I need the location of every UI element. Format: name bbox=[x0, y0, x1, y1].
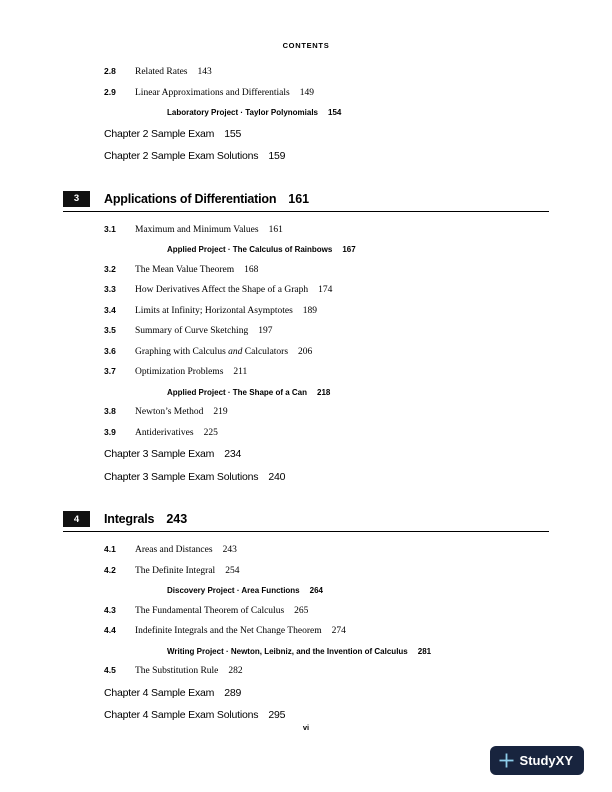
exam-title: Chapter 2 Sample Exam Solutions bbox=[104, 150, 259, 162]
section-number: 2.9 bbox=[104, 86, 116, 97]
section-number: 4.1 bbox=[104, 544, 116, 554]
page-number: 264 bbox=[309, 586, 323, 595]
toc-project-row bbox=[63, 103, 549, 123]
project-title: Writing Project · Newton, Leibniz, and the Invention of Calculus bbox=[167, 646, 408, 656]
toc-section-row bbox=[63, 260, 549, 281]
project-title: Applied Project · The Shape of a Can bbox=[167, 387, 308, 397]
project-title: Discovery Project · Area Functions bbox=[167, 586, 300, 595]
exam-title: Chapter 4 Sample Exam Solutions bbox=[104, 709, 259, 721]
section-title: The Substitution Rule bbox=[135, 666, 219, 676]
page-number: 189 bbox=[302, 305, 318, 316]
section-title: Optimization Problems bbox=[135, 367, 224, 377]
section-number: 3.2 bbox=[104, 263, 116, 274]
chapter-number-box: 4 bbox=[63, 511, 90, 527]
toc-exam-row bbox=[63, 444, 549, 466]
section-title-part: Calculators bbox=[242, 346, 289, 357]
section-number: 4.2 bbox=[104, 564, 116, 575]
plus-icon bbox=[499, 753, 514, 768]
toc-section-row bbox=[63, 601, 549, 622]
section-title: Limits at Infinity; Horizontal Asymptotes bbox=[135, 305, 293, 316]
toc-exam-row bbox=[63, 124, 549, 146]
section-number: 3.6 bbox=[104, 345, 116, 356]
toc-section-row bbox=[63, 561, 549, 582]
page-number: 155 bbox=[224, 127, 242, 140]
page-number: 281 bbox=[417, 646, 432, 656]
page-number: 174 bbox=[318, 285, 333, 295]
toc-exam-row bbox=[63, 146, 549, 168]
section-title: Areas and Distances bbox=[135, 545, 213, 555]
page-number: 197 bbox=[258, 326, 273, 336]
toc-section-row bbox=[63, 220, 549, 241]
toc-chapter-heading bbox=[63, 191, 549, 212]
chapter-title: Integrals bbox=[104, 512, 155, 526]
section-number: 3.5 bbox=[104, 325, 116, 335]
section-title: Antiderivatives bbox=[135, 427, 194, 438]
chapter-number-box: 3 bbox=[63, 191, 90, 207]
section-title: The Definite Integral bbox=[135, 565, 216, 576]
exam-title: Chapter 4 Sample Exam bbox=[104, 686, 215, 699]
section-title: Related Rates bbox=[135, 67, 188, 77]
section-number: 3.8 bbox=[104, 406, 116, 416]
page-number: 219 bbox=[213, 407, 228, 417]
toc-section-row bbox=[63, 402, 549, 423]
toc-section-row bbox=[63, 62, 549, 83]
section-number: 3.9 bbox=[104, 426, 116, 437]
exam-title: Chapter 3 Sample Exam Solutions bbox=[104, 470, 259, 483]
section-number: 4.3 bbox=[104, 604, 116, 615]
page-number: 295 bbox=[268, 709, 286, 721]
page-number: 161 bbox=[268, 224, 283, 235]
page-number: 274 bbox=[331, 626, 346, 636]
page-number: 149 bbox=[299, 87, 314, 98]
toc-section-row bbox=[63, 661, 549, 682]
toc-project-row bbox=[63, 581, 549, 601]
toc-section-row bbox=[63, 83, 549, 104]
page-number: 282 bbox=[228, 666, 243, 676]
section-title: Linear Approximations and Differentials bbox=[135, 87, 290, 98]
toc-section-row bbox=[63, 540, 549, 561]
section-number: 3.3 bbox=[104, 284, 116, 294]
toc-project-row bbox=[63, 642, 549, 662]
section-title: Indefinite Integrals and the Net Change Theorem bbox=[135, 626, 322, 636]
page-number: 167 bbox=[342, 245, 356, 254]
chapter-rule bbox=[63, 211, 549, 212]
toc-project-row bbox=[63, 240, 549, 260]
page-number: 143 bbox=[197, 67, 212, 77]
page-number: 234 bbox=[224, 448, 242, 460]
section-number: 4.4 bbox=[104, 625, 116, 635]
page-number: 243 bbox=[166, 512, 188, 526]
page-number: 265 bbox=[294, 605, 309, 616]
toc-exam-row bbox=[63, 467, 549, 489]
page-number: 161 bbox=[288, 191, 310, 206]
section-number: 2.8 bbox=[104, 66, 116, 76]
toc-section-row bbox=[63, 321, 549, 342]
page-number: 206 bbox=[298, 346, 313, 357]
chapter-title: Applications of Differentiation bbox=[104, 191, 277, 206]
page-number: 289 bbox=[224, 686, 242, 699]
brand-badge bbox=[490, 746, 584, 775]
section-number: 3.4 bbox=[104, 304, 116, 315]
page-number: vi bbox=[302, 723, 310, 732]
section-title-italic-part: and bbox=[228, 346, 243, 357]
toc-exam-row bbox=[63, 683, 549, 705]
section-title: The Fundamental Theorem of Calculus bbox=[135, 605, 285, 616]
project-title: Laboratory Project · Taylor Polynomials bbox=[167, 108, 318, 117]
section-title-part: Graphing with Calculus bbox=[135, 346, 229, 357]
toc-section-row bbox=[63, 362, 549, 383]
page-title: CONTENTS bbox=[282, 41, 330, 50]
page-number: 168 bbox=[244, 264, 259, 275]
chapter-heading-line bbox=[63, 511, 549, 527]
section-title: Summary of Curve Sketching bbox=[135, 326, 249, 336]
toc-section-row bbox=[63, 301, 549, 322]
page-number: 254 bbox=[225, 565, 240, 576]
project-title: Applied Project · The Calculus of Rainbows bbox=[167, 245, 333, 254]
section-title bbox=[135, 343, 288, 363]
section-title: Newton’s Method bbox=[135, 407, 204, 417]
exam-title: Chapter 2 Sample Exam bbox=[104, 127, 215, 140]
section-number: 3.1 bbox=[104, 223, 116, 234]
exam-title: Chapter 3 Sample Exam bbox=[104, 448, 215, 460]
brand-name: StudyXY bbox=[519, 753, 573, 768]
page-number: 159 bbox=[268, 150, 286, 162]
section-title: The Mean Value Theorem bbox=[135, 264, 235, 275]
section-number: 3.7 bbox=[104, 366, 116, 376]
toc-section-row bbox=[63, 423, 549, 444]
page-number: 240 bbox=[268, 470, 286, 483]
toc-chapter-heading bbox=[63, 511, 549, 532]
page-number: 211 bbox=[233, 367, 248, 377]
page-number: 218 bbox=[317, 387, 331, 397]
page-number: 225 bbox=[203, 427, 218, 438]
toc-project-row bbox=[63, 383, 549, 403]
table-of-contents bbox=[63, 62, 549, 727]
toc-section-row bbox=[63, 280, 549, 301]
chapter-rule bbox=[63, 531, 549, 532]
section-title: How Derivatives Affect the Shape of a Graph bbox=[135, 285, 309, 295]
chapter-heading-line bbox=[63, 191, 549, 207]
toc-section-row bbox=[63, 342, 549, 363]
page-number: 243 bbox=[222, 545, 237, 555]
toc-section-row bbox=[63, 621, 549, 642]
page-number: 154 bbox=[328, 108, 342, 117]
section-title: Maximum and Minimum Values bbox=[135, 224, 259, 235]
section-number: 4.5 bbox=[104, 665, 116, 675]
